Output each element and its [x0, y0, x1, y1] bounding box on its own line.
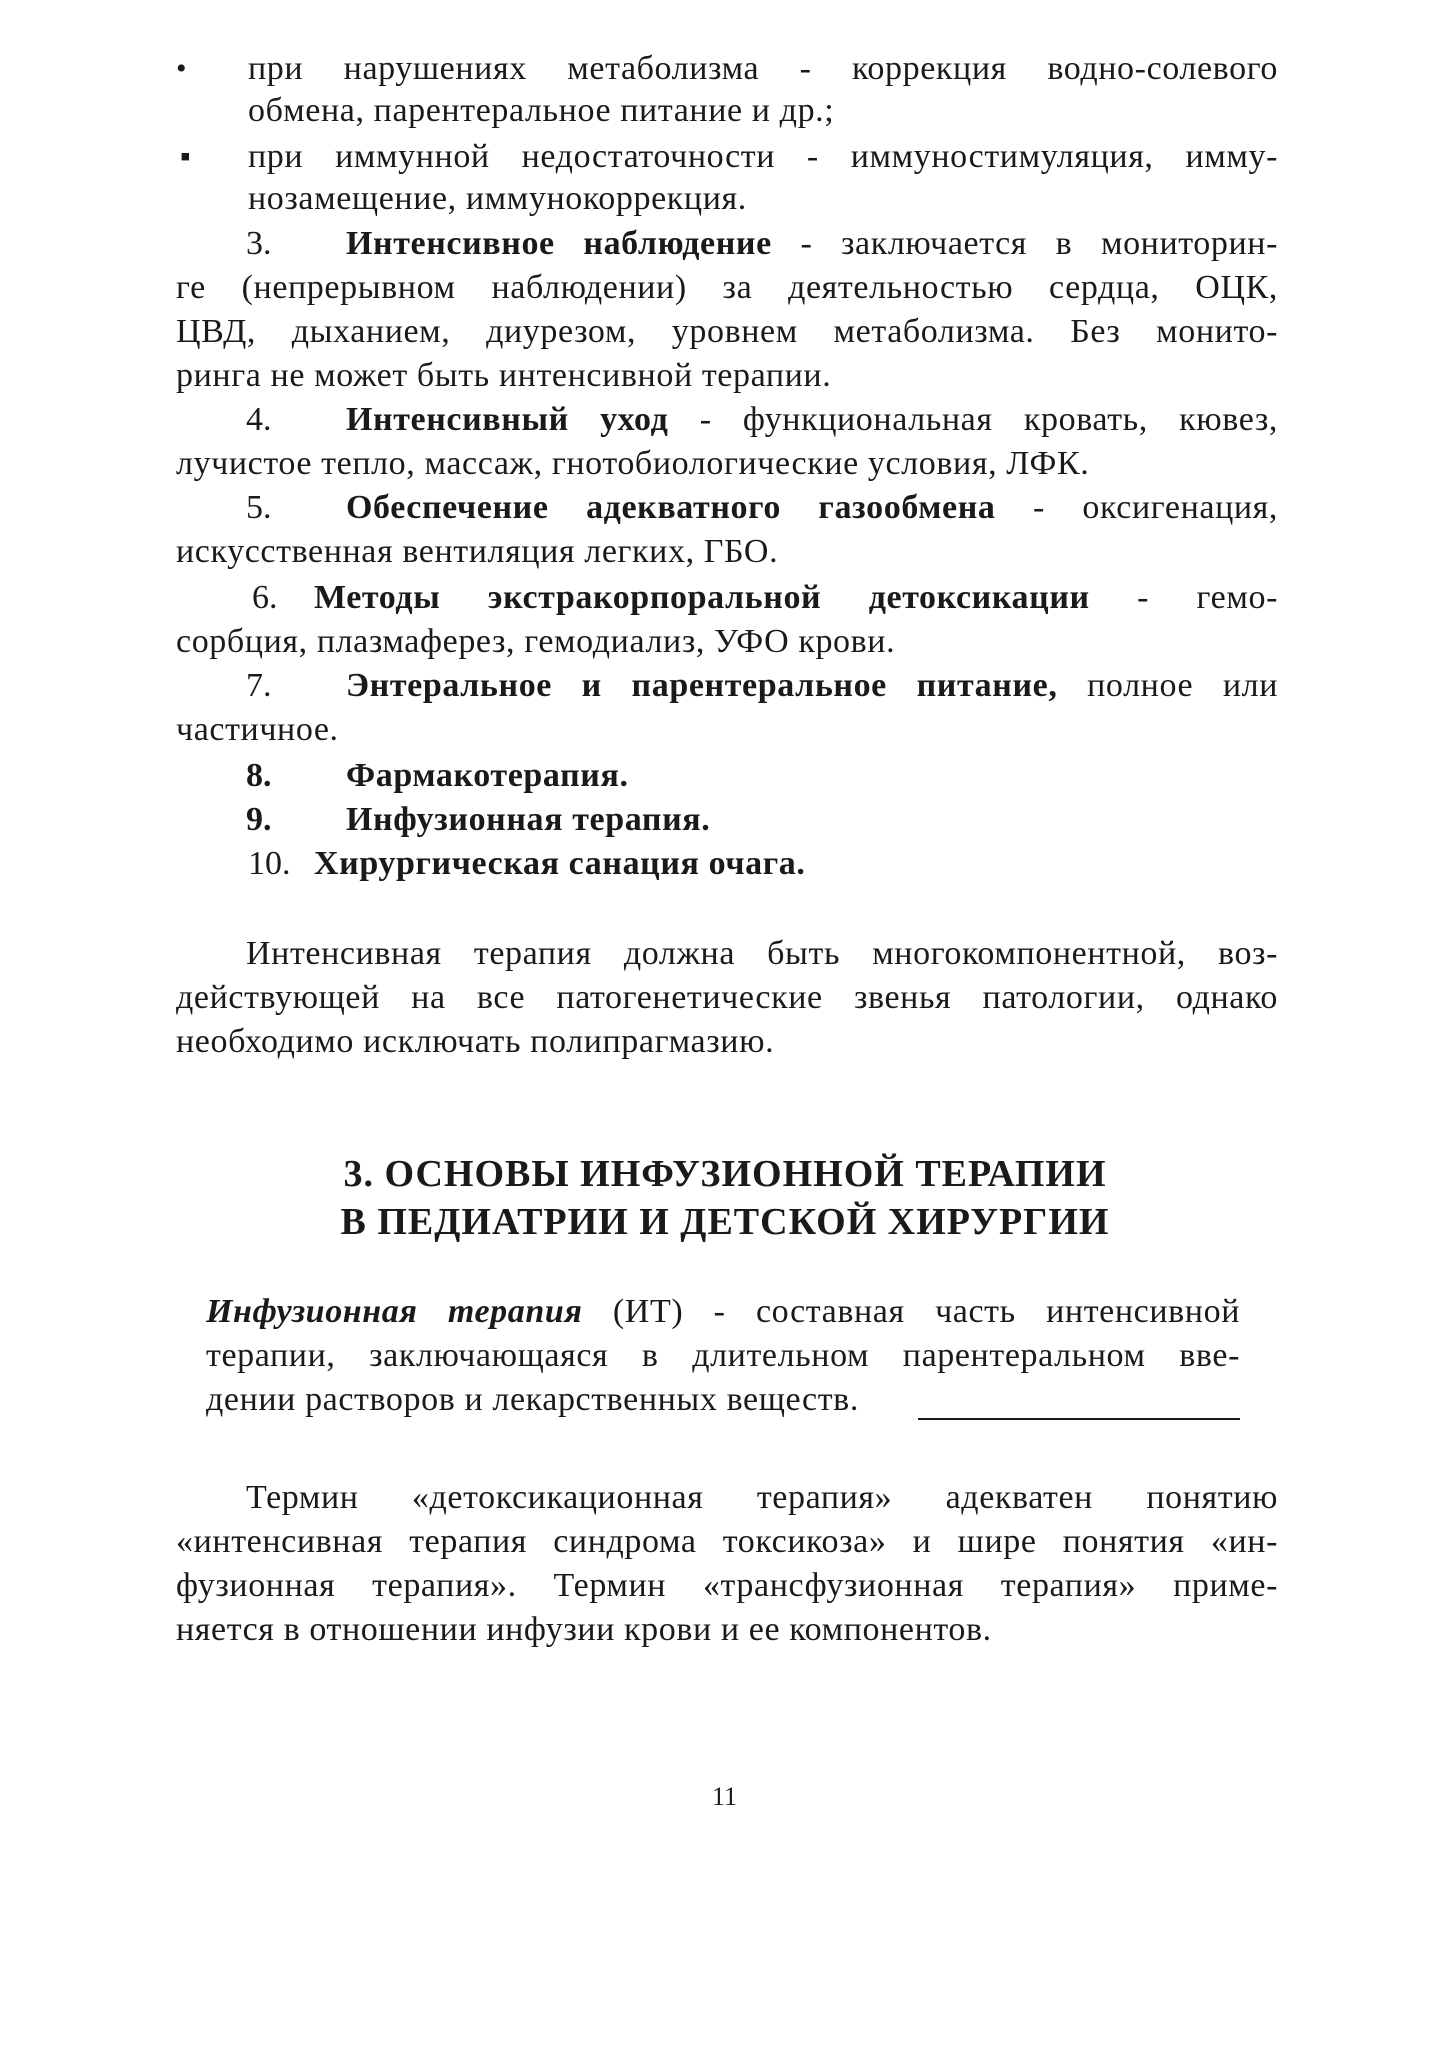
bullet-marker: •: [176, 52, 187, 85]
bullet-line: нозамещение, иммунокоррекция.: [248, 180, 747, 217]
section-heading-line1: 3. ОСНОВЫ ИНФУЗИОННОЙ ТЕРАПИИ: [343, 1153, 1107, 1195]
paragraph-line: «интенсивная терапия синдрома токсикоза» и шире понятия «ин-: [176, 1523, 1278, 1560]
item-number: 5.: [246, 489, 272, 526]
item-line: ЦВД, дыханием, диурезом, уровнем метаболизма. Без монито-: [176, 313, 1278, 350]
item-first-line: [346, 398, 1278, 442]
paragraph-line: няется в отношении инфузии крови и ее компонентов.: [176, 1611, 992, 1648]
bullet-line: при нарушениях метаболизма - коррекция водно-солевого: [248, 50, 1278, 87]
definition-term: Инфузионная терапия: [206, 1293, 583, 1330]
item-term: Обеспечение адекватного газообмена: [346, 489, 996, 526]
paragraph-line: фузионная терапия». Термин «трансфузионная терапия» приме-: [176, 1567, 1278, 1604]
item-rest: - гемо-: [1089, 579, 1278, 616]
item-term: Интенсивный уход: [346, 401, 669, 438]
definition-line: дении растворов и лекарственных веществ.: [206, 1381, 859, 1418]
bullet-line: при иммунной недостаточности - иммуностимуляция, имму-: [248, 138, 1278, 175]
paragraph-line: Термин «детоксикационная терапия» адекватен понятию: [246, 1479, 1278, 1516]
section-heading-line2: В ПЕДИАТРИИ И ДЕТСКОЙ ХИРУРГИИ: [340, 1201, 1110, 1243]
definition-line: терапии, заключающаяся в длительном парентеральном вве-: [206, 1337, 1240, 1374]
item-first-line: [346, 222, 1278, 266]
item-rest: - оксигенация,: [995, 489, 1278, 526]
item-number: 10.: [248, 845, 291, 882]
item-first-line: [346, 754, 629, 798]
underline-rule: [918, 1418, 1240, 1420]
item-first-line: [346, 664, 1278, 708]
item-rest: - заключается в мониторин-: [771, 225, 1278, 262]
item-line: частичное.: [176, 711, 339, 748]
item-first-line: [346, 798, 710, 842]
item-line: лучистое тепло, массаж, гнотобиологические условия, ЛФК.: [176, 445, 1090, 482]
page-number: 11: [712, 1782, 738, 1811]
item-number: 8.: [246, 757, 272, 794]
item-term: Энтеральное и парентеральное питание,: [346, 667, 1058, 704]
definition-line: [206, 1290, 1240, 1334]
item-line: сорбция, плазмаферез, гемодиализ, УФО крови.: [176, 623, 896, 660]
item-line: искусственная вентиляция легких, ГБО.: [176, 533, 779, 570]
definition-rest: (ИТ) - составная часть интенсивной: [582, 1293, 1241, 1330]
item-first-line: [346, 486, 1278, 530]
paragraph-line: Интенсивная терапия должна быть многокомпонентной, воз-: [246, 935, 1278, 972]
item-first-line: [314, 842, 806, 886]
item-line: ге (непрерывном наблюдении) за деятельностью сердца, ОЦК,: [176, 269, 1278, 306]
bullet-marker: ▪: [180, 140, 191, 173]
item-number: 3.: [246, 225, 272, 262]
item-number: 7.: [246, 667, 272, 704]
item-term: Фармакотерапия.: [346, 757, 629, 794]
item-number: 6.: [252, 579, 278, 616]
item-number: 9.: [246, 801, 272, 838]
paragraph-line: необходимо исключать полипрагмазию.: [176, 1023, 775, 1060]
item-term: Инфузионная терапия.: [346, 801, 711, 838]
item-number: 4.: [246, 401, 272, 438]
paragraph-line: действующей на все патогенетические звенья патологии, однако: [176, 979, 1278, 1016]
item-rest: - функциональная кровать, кювез,: [668, 401, 1278, 438]
item-rest: полное или: [1057, 667, 1278, 704]
item-line: ринга не может быть интенсивной терапии.: [176, 357, 832, 394]
bullet-line: обмена, парентеральное питание и др.;: [248, 92, 835, 129]
item-term: Интенсивное наблюдение: [346, 225, 772, 262]
item-first-line: [314, 576, 1278, 620]
item-term: Методы экстракорпоральной детоксикации: [314, 579, 1090, 616]
item-term: Хирургическая санация очага.: [314, 845, 806, 882]
